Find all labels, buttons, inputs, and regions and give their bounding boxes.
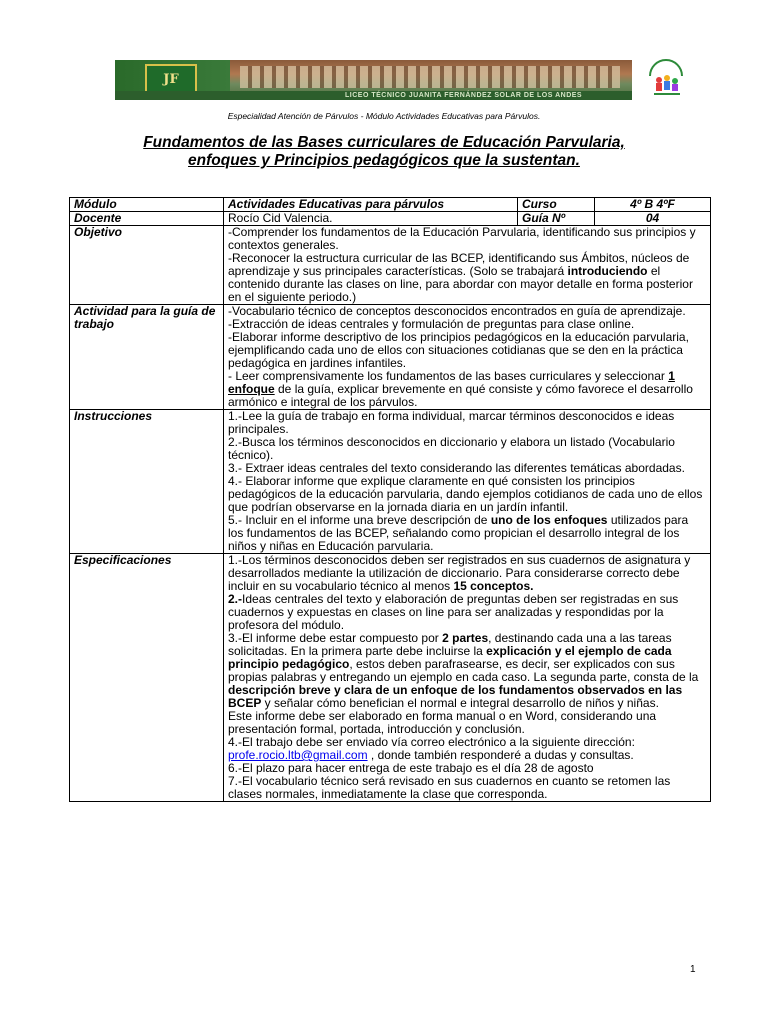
objetivo-item: -Reconocer la estructura curricular de las BCEP, identificando sus Ámbitos, núcleos de aprendizaje y sus principales características. (Solo se trabajará introduciendo el contenido durante las clases on line, para abordar con mayor detalle en forma posterior en el siguiente periodo.) [228,251,693,304]
curso-label: Curso [518,198,595,212]
table-row-modulo [70,198,711,212]
table-row-instrucciones [70,410,711,554]
docente-value: Rocío Cid Valencia. [224,212,518,226]
especificaciones-label: Especificaciones [70,554,224,802]
objetivo-item: -Comprender los fundamentos de la Educación Parvularia, identificando sus principios y contextos generales. [228,225,696,252]
email-link[interactable]: profe.rocio.ltb@gmail.com [228,748,368,762]
document-title [90,134,678,170]
instruccion-item: 3.- Extraer ideas centrales del texto considerando las diferentes temáticas abordadas. [228,461,685,475]
instruccion-item: 2.-Busca los términos desconocidos en diccionario y elabora un listado (Vocabulario técnico). [228,435,675,462]
actividad-item: -Vocabulario técnico de conceptos desconocidos encontrados en guía de aprendizaje. [228,304,686,318]
table-row-actividad [70,305,711,410]
instrucciones-label: Instrucciones [70,410,224,554]
docente-label: Docente [70,212,224,226]
especificacion-item: 6.-El plazo para hacer entrega de este trabajo es el día 28 de agosto [228,761,594,775]
guide-table [69,197,711,802]
building-image [240,66,620,88]
page-number: 1 [690,964,696,975]
guia-value: 04 [595,212,711,226]
especificacion-item: 4.-El trabajo debe ser enviado vía correo electrónico a la siguiente dirección: profe.rocio.ltb@gmail.com , donde también responderé a dudas y consultas. [228,735,635,762]
curso-value: 4º B 4ºF [595,198,711,212]
guia-label: Guía Nº [518,212,595,226]
especificacion-item: 7.-El vocabulario técnico será revisado en sus cuadernos en cuanto se retomen las clases normales, inmediatamente la clase que corresponda. [228,774,671,801]
especificacion-item: 1.-Los términos desconocidos deben ser registrados en sus cuadernos de asignatura y desarrollados mediante la utilización de diccionario. Para considerarse correcto debe incluir en su vocabulario técnico al menos 15 conceptos. [228,553,691,593]
especificacion-item: 2.-Ideas centrales del texto y elaboración de preguntas deben ser registradas en sus cuadernos y expuestas en clases on line para ser analizadas y respondidas por la profesora del módulo. [228,592,679,632]
instruccion-item: 5.- Incluir en el informe una breve descripción de uno de los enfoques utilizados para los fundamentos de las BCEP, señalando como propician el desarrollo integral de los niños y niñas en Educación parvularia. [228,513,689,553]
especificacion-item: 3.-El informe debe estar compuesto por 2 partes, destinando cada una a las tareas solicitadas. En la primera parte debe incluirse la explicación y el ejemplo de cada principio pedagógico, estos deben parafrasearse, es decir, ser explicados con sus propias palabras y entregando un ejemplo en cada caso. La segunda parte, consta de la descripción breve y clara de un enfoque de los fundamentos observados en las BCEP y señalar cómo benefician el normal e integral desarrollo de niños y niñas. [228,631,699,710]
parvulos-logo-icon [644,56,688,100]
table-row-especificaciones [70,554,711,802]
school-logo: JF [145,64,197,96]
actividad-item: -Extracción de ideas centrales y formulación de preguntas para clase online. [228,317,635,331]
actividad-item: - Leer comprensivamente los fundamentos de las bases curriculares y seleccionar 1 enfoque de la guía, explicar brevemente en qué consiste y cómo favorece el desarrollo armónico e integral de los párvulos. [228,369,693,409]
objetivo-label: Objetivo [70,226,224,305]
instruccion-item: 4.- Elaborar informe que explique claramente en qué consisten los principios pedagógicos de la educación parvularia, dando ejemplos cotidianos de cada uno de ellos que podrían observarse en la jornada diaria en un jardín infantil. [228,474,703,514]
especificaciones-content [224,554,711,802]
instruccion-item: 1.-Lee la guía de trabajo en forma individual, marcar términos desconocidos e ideas principales. [228,409,675,436]
modulo-label: Módulo [70,198,224,212]
actividad-content [224,305,711,410]
actividad-item: -Elaborar informe descriptivo de los principios pedagógicos en la educación parvularia, ejemplificando cada uno de ellos con situaciones cotidianas que se den en la práctica pedagógica en jardines infantiles. [228,330,689,370]
modulo-value: Actividades Educativas para párvulos [224,198,518,212]
school-banner [115,60,632,100]
specialty-subtitle: Especialidad Atención de Párvulos - Módulo Actividades Educativas para Párvulos. [227,111,541,121]
especificacion-item: Este informe debe ser elaborado en forma manual o en Word, considerando una presentación formal, portada, introducción y conclusión. [228,709,657,736]
actividad-label: Actividad para la guía de trabajo [70,305,224,410]
instrucciones-content [224,410,711,554]
table-row-docente [70,212,711,226]
banner-text: LICEO TÉCNICO JUANITA FERNÁNDEZ SOLAR DE LOS ANDES [345,92,583,99]
objetivo-content [224,226,711,305]
table-row-objetivo [70,226,711,305]
title-line-1: Fundamentos de las Bases curriculares de Educación Parvularia, [143,134,625,151]
title-line-2: enfoques y Principios pedagógicos que la sustentan. [188,152,580,169]
